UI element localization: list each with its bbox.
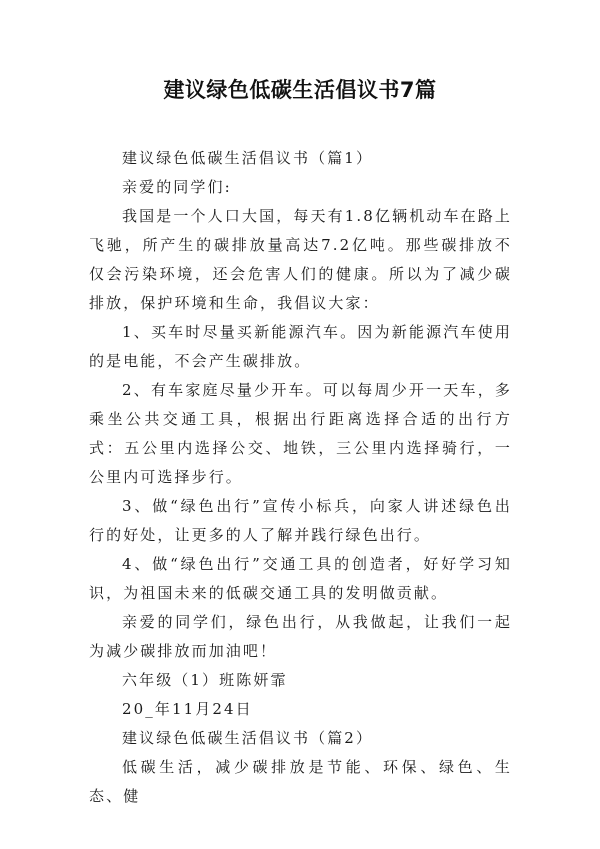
salutation: 亲爱的同学们: [122, 178, 232, 196]
section-heading-1: 建议绿色低碳生活倡议书（篇1） [122, 149, 374, 167]
section-heading-2: 建议绿色低碳生活倡议书（篇2） [122, 729, 374, 747]
section-2-first-paragraph: 低碳生活，减少碳排放是节能、环保、绿色、生态、健 [89, 758, 512, 805]
closing-paragraph: 亲爱的同学们，绿色出行，从我做起，让我们一起为减少碳排放而加油吧！ [89, 613, 512, 660]
date-line: 20_年11月24日 [122, 700, 253, 718]
proposal-item-1: 1、买车时尽量买新能源汽车。因为新能源汽车使用的是电能，不会产生碳排放。 [89, 323, 512, 370]
signature: 六年级（1）班陈妍霏 [122, 671, 288, 689]
proposal-item-3: 3、做“绿色出行”宣传小标兵，向家人讲述绿色出行的好处，让更多的人了解并践行绿色出行。 [89, 497, 512, 544]
proposal-item-4: 4、做“绿色出行”交通工具的创造者，好好学习知识，为祖国未来的低碳交通工具的发明做贡献。 [89, 555, 512, 602]
document-title: 建议绿色低碳生活倡议书7篇 [163, 78, 437, 102]
intro-paragraph: 我国是一个人口大国，每天有1.8亿辆机动车在路上飞驰，所产生的碳排放量高达7.2亿吨。那些碳排放不仅会污染环境，还会危害人们的健康。所以为了减少碳排放，保护环境和生命，我倡议大家： [89, 207, 512, 312]
proposal-item-2: 2、有车家庭尽量少开车。可以每周少开一天车，多乘坐公共交通工具，根据出行距离选择合适的出行方式：五公里内选择公交、地铁，三公里内选择骑行，一公里内可选择步行。 [89, 381, 512, 486]
document-body [89, 144, 512, 811]
